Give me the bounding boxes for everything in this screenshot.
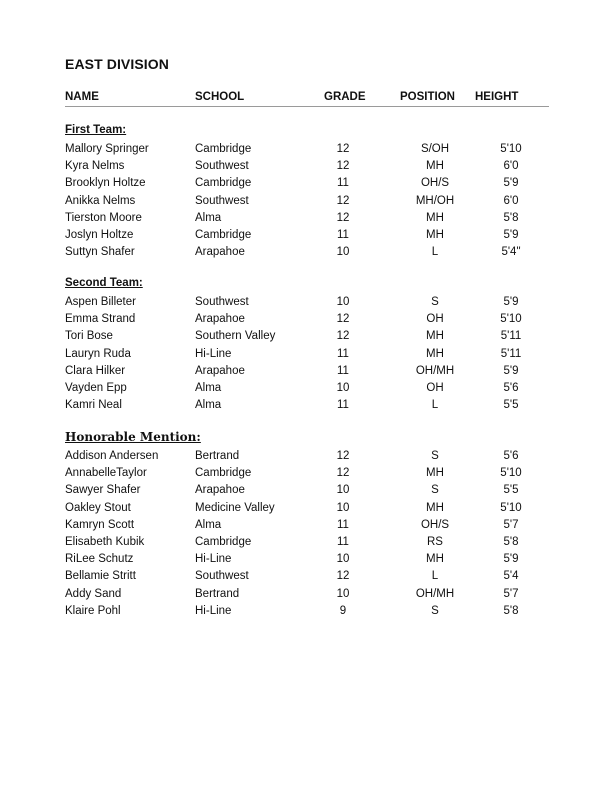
player-height: 5'8 bbox=[503, 535, 519, 548]
player-grade: 10 bbox=[336, 501, 350, 514]
player-position: S bbox=[431, 296, 439, 308]
player-height: 5'6 bbox=[503, 381, 519, 394]
player-height: 5'10 bbox=[500, 313, 522, 326]
player-school: Alma bbox=[195, 381, 222, 394]
player-grade: 10 bbox=[336, 587, 350, 600]
player-height: 5'11 bbox=[500, 330, 522, 343]
player-grade: 11 bbox=[337, 399, 349, 412]
player-name: Addy Sand bbox=[65, 587, 122, 600]
player-position: MH bbox=[426, 347, 444, 360]
player-position: MH bbox=[426, 330, 444, 343]
table-row bbox=[65, 227, 549, 244]
table-row bbox=[65, 175, 549, 192]
section-honorable-mention bbox=[65, 430, 549, 620]
player-grade: 11 bbox=[337, 347, 349, 360]
player-height: 5'7 bbox=[503, 518, 519, 531]
player-name: Joslyn Holtze bbox=[65, 228, 134, 241]
player-position: S bbox=[431, 484, 439, 497]
player-name: Clara Hilker bbox=[65, 364, 126, 377]
player-position: OH/MH bbox=[415, 364, 455, 377]
player-grade: 10 bbox=[336, 484, 350, 497]
table-row bbox=[65, 244, 549, 261]
player-name: Bellamie Stritt bbox=[65, 570, 136, 583]
table-row bbox=[65, 568, 549, 585]
player-school: Cambridge bbox=[195, 143, 252, 155]
player-school: Cambridge bbox=[195, 177, 252, 190]
player-position: OH/MH bbox=[415, 587, 455, 600]
table-row bbox=[65, 363, 549, 380]
player-position: RS bbox=[427, 535, 443, 548]
table-row bbox=[65, 397, 549, 414]
table-row bbox=[65, 551, 549, 568]
player-school: Southern Valley bbox=[195, 330, 276, 343]
player-name: Brooklyn Holtze bbox=[65, 177, 146, 190]
section-title: Honorable Mention: bbox=[65, 430, 201, 444]
player-grade: 12 bbox=[336, 194, 350, 207]
player-position: S bbox=[431, 450, 439, 462]
table-row bbox=[65, 500, 549, 517]
player-grade: 12 bbox=[336, 143, 350, 155]
table-row bbox=[65, 603, 549, 620]
player-position: L bbox=[431, 246, 439, 259]
player-school: Cambridge bbox=[195, 467, 252, 480]
section-rows bbox=[65, 448, 549, 620]
table-row bbox=[65, 517, 549, 534]
player-grade: 11 bbox=[337, 364, 349, 377]
player-name: Suttyn Shafer bbox=[65, 246, 135, 259]
table-header bbox=[65, 91, 549, 107]
player-position: MH bbox=[426, 228, 444, 241]
player-height: 6'0 bbox=[503, 160, 519, 173]
player-position: OH/S bbox=[420, 177, 450, 190]
player-grade: 11 bbox=[337, 177, 349, 190]
player-height: 5'9 bbox=[503, 296, 519, 308]
header-name: NAME bbox=[65, 91, 99, 103]
player-height: 5'4 bbox=[503, 570, 519, 583]
player-school: Arapahoe bbox=[195, 484, 245, 497]
player-grade: 10 bbox=[336, 381, 350, 394]
player-grade: 11 bbox=[337, 518, 349, 531]
player-school: Medicine Valley bbox=[195, 501, 275, 514]
player-name: AnnabelleTaylor bbox=[65, 467, 147, 480]
player-height: 5'9 bbox=[503, 177, 519, 190]
player-grade: 12 bbox=[336, 570, 350, 583]
table-row bbox=[65, 311, 549, 328]
player-height: 5'7 bbox=[503, 587, 519, 600]
player-name: RiLee Schutz bbox=[65, 553, 134, 566]
player-grade: 12 bbox=[336, 467, 350, 480]
player-height: 5'5 bbox=[503, 484, 519, 497]
player-position: MH bbox=[426, 211, 444, 224]
player-grade: 12 bbox=[336, 330, 350, 343]
player-position: S bbox=[431, 604, 439, 617]
player-grade: 11 bbox=[337, 228, 349, 241]
player-name: Addison Andersen bbox=[65, 450, 159, 462]
player-name: Kamryn Scott bbox=[65, 518, 135, 531]
table-row bbox=[65, 448, 549, 465]
section-rows bbox=[65, 294, 549, 414]
header-height: HEIGHT bbox=[475, 91, 519, 103]
player-height: 6'0 bbox=[503, 194, 519, 207]
player-name: Oakley Stout bbox=[65, 501, 131, 514]
player-school: Alma bbox=[195, 518, 222, 531]
player-height: 5'10 bbox=[500, 501, 522, 514]
player-position: OH bbox=[426, 381, 444, 394]
player-school: Hi-Line bbox=[195, 553, 232, 566]
player-school: Bertrand bbox=[195, 450, 240, 462]
player-name: Kyra Nelms bbox=[65, 160, 125, 173]
player-grade: 10 bbox=[336, 296, 350, 308]
table-row bbox=[65, 534, 549, 551]
table-row bbox=[65, 586, 549, 603]
player-height: 5'10 bbox=[500, 143, 522, 155]
player-school: Southwest bbox=[195, 296, 249, 308]
player-position: L bbox=[431, 399, 439, 412]
player-school: Southwest bbox=[195, 160, 249, 173]
player-height: 5'9 bbox=[503, 553, 519, 566]
player-grade: 12 bbox=[336, 160, 350, 173]
player-position: MH bbox=[426, 501, 444, 514]
player-grade: 12 bbox=[336, 450, 350, 462]
player-grade: 11 bbox=[337, 535, 349, 548]
player-name: Elisabeth Kubik bbox=[65, 535, 145, 548]
player-school: Hi-Line bbox=[195, 604, 232, 617]
player-position: OH/S bbox=[420, 518, 450, 531]
player-position: MH/OH bbox=[415, 194, 455, 207]
table-row bbox=[65, 193, 549, 210]
player-school: Southwest bbox=[195, 194, 249, 207]
player-grade: 10 bbox=[336, 246, 350, 259]
player-height: 5'8 bbox=[503, 604, 519, 617]
section-second-team bbox=[65, 276, 549, 414]
player-school: Alma bbox=[195, 399, 222, 412]
player-height: 5'11 bbox=[500, 347, 522, 360]
table-row bbox=[65, 294, 549, 311]
player-position: S/OH bbox=[420, 143, 450, 155]
page-title: EAST DIVISION bbox=[65, 56, 169, 72]
player-grade: 9 bbox=[339, 604, 347, 617]
player-school: Cambridge bbox=[195, 535, 252, 548]
player-position: OH bbox=[426, 313, 444, 326]
section-rows bbox=[65, 141, 549, 261]
section-title: Second Team: bbox=[65, 277, 143, 289]
player-name: Tierston Moore bbox=[65, 211, 142, 224]
table-row bbox=[65, 380, 549, 397]
player-school: Arapahoe bbox=[195, 246, 245, 259]
table-row bbox=[65, 346, 549, 363]
header-grade: GRADE bbox=[324, 91, 366, 103]
player-height: 5'5 bbox=[503, 399, 519, 412]
header-school: SCHOOL bbox=[195, 91, 245, 103]
player-grade: 10 bbox=[336, 553, 350, 566]
table-row bbox=[65, 482, 549, 499]
player-school: Southwest bbox=[195, 570, 249, 583]
player-name: Klaire Pohl bbox=[65, 604, 121, 617]
player-height: 5'9 bbox=[503, 364, 519, 377]
player-school: Bertrand bbox=[195, 587, 240, 600]
player-school: Alma bbox=[195, 211, 222, 224]
table-row bbox=[65, 141, 549, 158]
player-height: 5'10 bbox=[500, 467, 522, 480]
player-height: 5'9 bbox=[503, 228, 519, 241]
player-name: Vayden Epp bbox=[65, 381, 127, 394]
player-position: MH bbox=[426, 160, 444, 173]
section-first-team bbox=[65, 123, 549, 261]
player-school: Cambridge bbox=[195, 228, 252, 241]
player-name: Tori Bose bbox=[65, 330, 113, 343]
player-grade: 12 bbox=[336, 313, 350, 326]
player-school: Arapahoe bbox=[195, 364, 245, 377]
table-row bbox=[65, 328, 549, 345]
player-school: Arapahoe bbox=[195, 313, 245, 326]
player-name: Kamri Neal bbox=[65, 399, 122, 412]
player-position: L bbox=[431, 570, 439, 583]
player-name: Sawyer Shafer bbox=[65, 484, 141, 497]
table-row bbox=[65, 210, 549, 227]
player-name: Aspen Billeter bbox=[65, 296, 136, 308]
player-name: Anikka Nelms bbox=[65, 194, 136, 207]
player-height: 5'8 bbox=[503, 211, 519, 224]
player-name: Emma Strand bbox=[65, 313, 136, 326]
player-name: Mallory Springer bbox=[65, 143, 149, 155]
player-height: 5'6 bbox=[503, 450, 519, 462]
player-grade: 12 bbox=[336, 211, 350, 224]
header-position: POSITION bbox=[400, 91, 455, 103]
player-height: 5'4" bbox=[501, 246, 521, 259]
player-name: Lauryn Ruda bbox=[65, 347, 131, 360]
section-title: First Team: bbox=[65, 124, 127, 136]
player-position: MH bbox=[426, 467, 444, 480]
table-row bbox=[65, 158, 549, 175]
table-row bbox=[65, 465, 549, 482]
player-position: MH bbox=[426, 553, 444, 566]
player-school: Hi-Line bbox=[195, 347, 232, 360]
